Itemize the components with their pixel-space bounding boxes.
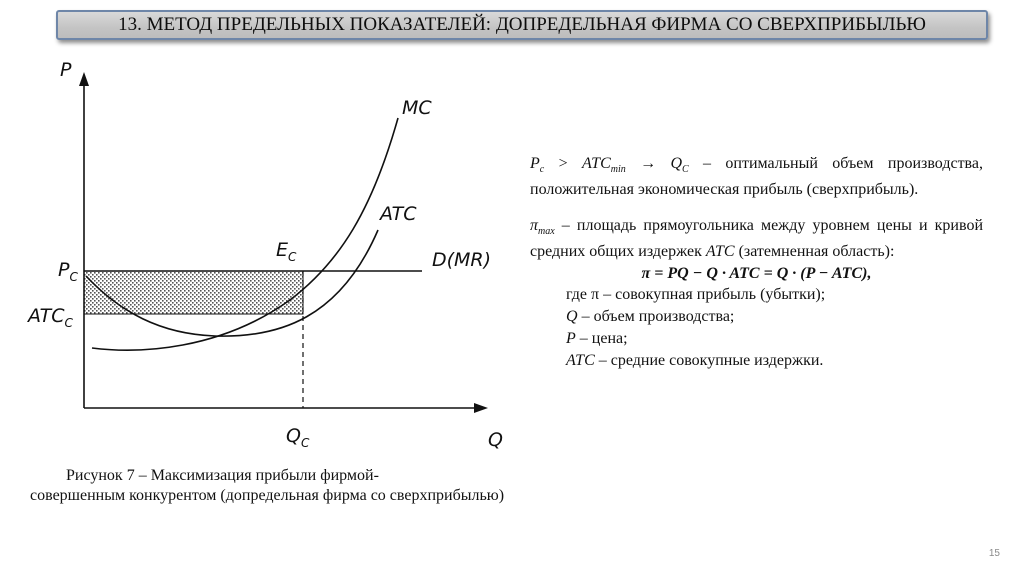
figure-caption xyxy=(30,466,514,506)
caption-line-1: Рисунок 7 – Максимизация прибыли фирмой- xyxy=(66,467,379,484)
definition-price: P – цена; xyxy=(566,330,628,348)
y-axis-arrow xyxy=(79,72,89,86)
y-axis-label: P xyxy=(60,59,72,81)
condition-paragraph: $P_c > ATC_{min} \to Q_C$ – оптимальный объем производства, положительная экономическая прибыль (сверхприбыль). xyxy=(530,155,983,199)
definition-profit: где π – совокупная прибыль (убытки); xyxy=(566,286,826,304)
atc-level-label: $ATC_C$ xyxy=(28,305,73,330)
x-axis-arrow xyxy=(474,403,488,413)
profit-formula: π = PQ − Q · ATC = Q · (P − ATC), xyxy=(641,265,872,283)
slide-title: 13. МЕТОД ПРЕДЕЛЬНЫХ ПОКАЗАТЕЛЕЙ: ДОПРЕДЕЛЬНАЯ ФИРМА СО СВЕРХПРИБЫЛЬЮ xyxy=(118,14,926,35)
definition-atc: ATC – средние совокупные издержки. xyxy=(566,352,824,370)
price-level-label: $P_C$ xyxy=(58,259,78,284)
profit-paragraph: $\pi_{max}$ – площадь прямоугольника между уровнем цены и кривой средних общих издержек ATC (затемненная область): xyxy=(530,217,983,261)
caption-line-2: совершенным конкурентом (допредельная фирма со сверхприбылью) xyxy=(30,487,505,504)
mc-curve xyxy=(92,118,398,350)
equilibrium-label: $E_C$ xyxy=(276,239,297,264)
explanation-panel xyxy=(530,154,983,372)
x-axis-label: Q xyxy=(488,429,503,451)
slide-title-bar xyxy=(56,10,988,40)
definition-quantity: Q – объем производства; xyxy=(566,308,735,326)
demand-label: D(MR) xyxy=(432,249,492,271)
definitions-list xyxy=(530,284,983,372)
profit-diagram xyxy=(20,50,520,455)
atc-label: ATC xyxy=(380,203,417,225)
mc-label: MC xyxy=(402,97,432,119)
profit-area xyxy=(84,271,303,314)
quantity-level-label: $Q_C$ xyxy=(286,425,310,450)
page-number: 15 xyxy=(988,548,1000,559)
